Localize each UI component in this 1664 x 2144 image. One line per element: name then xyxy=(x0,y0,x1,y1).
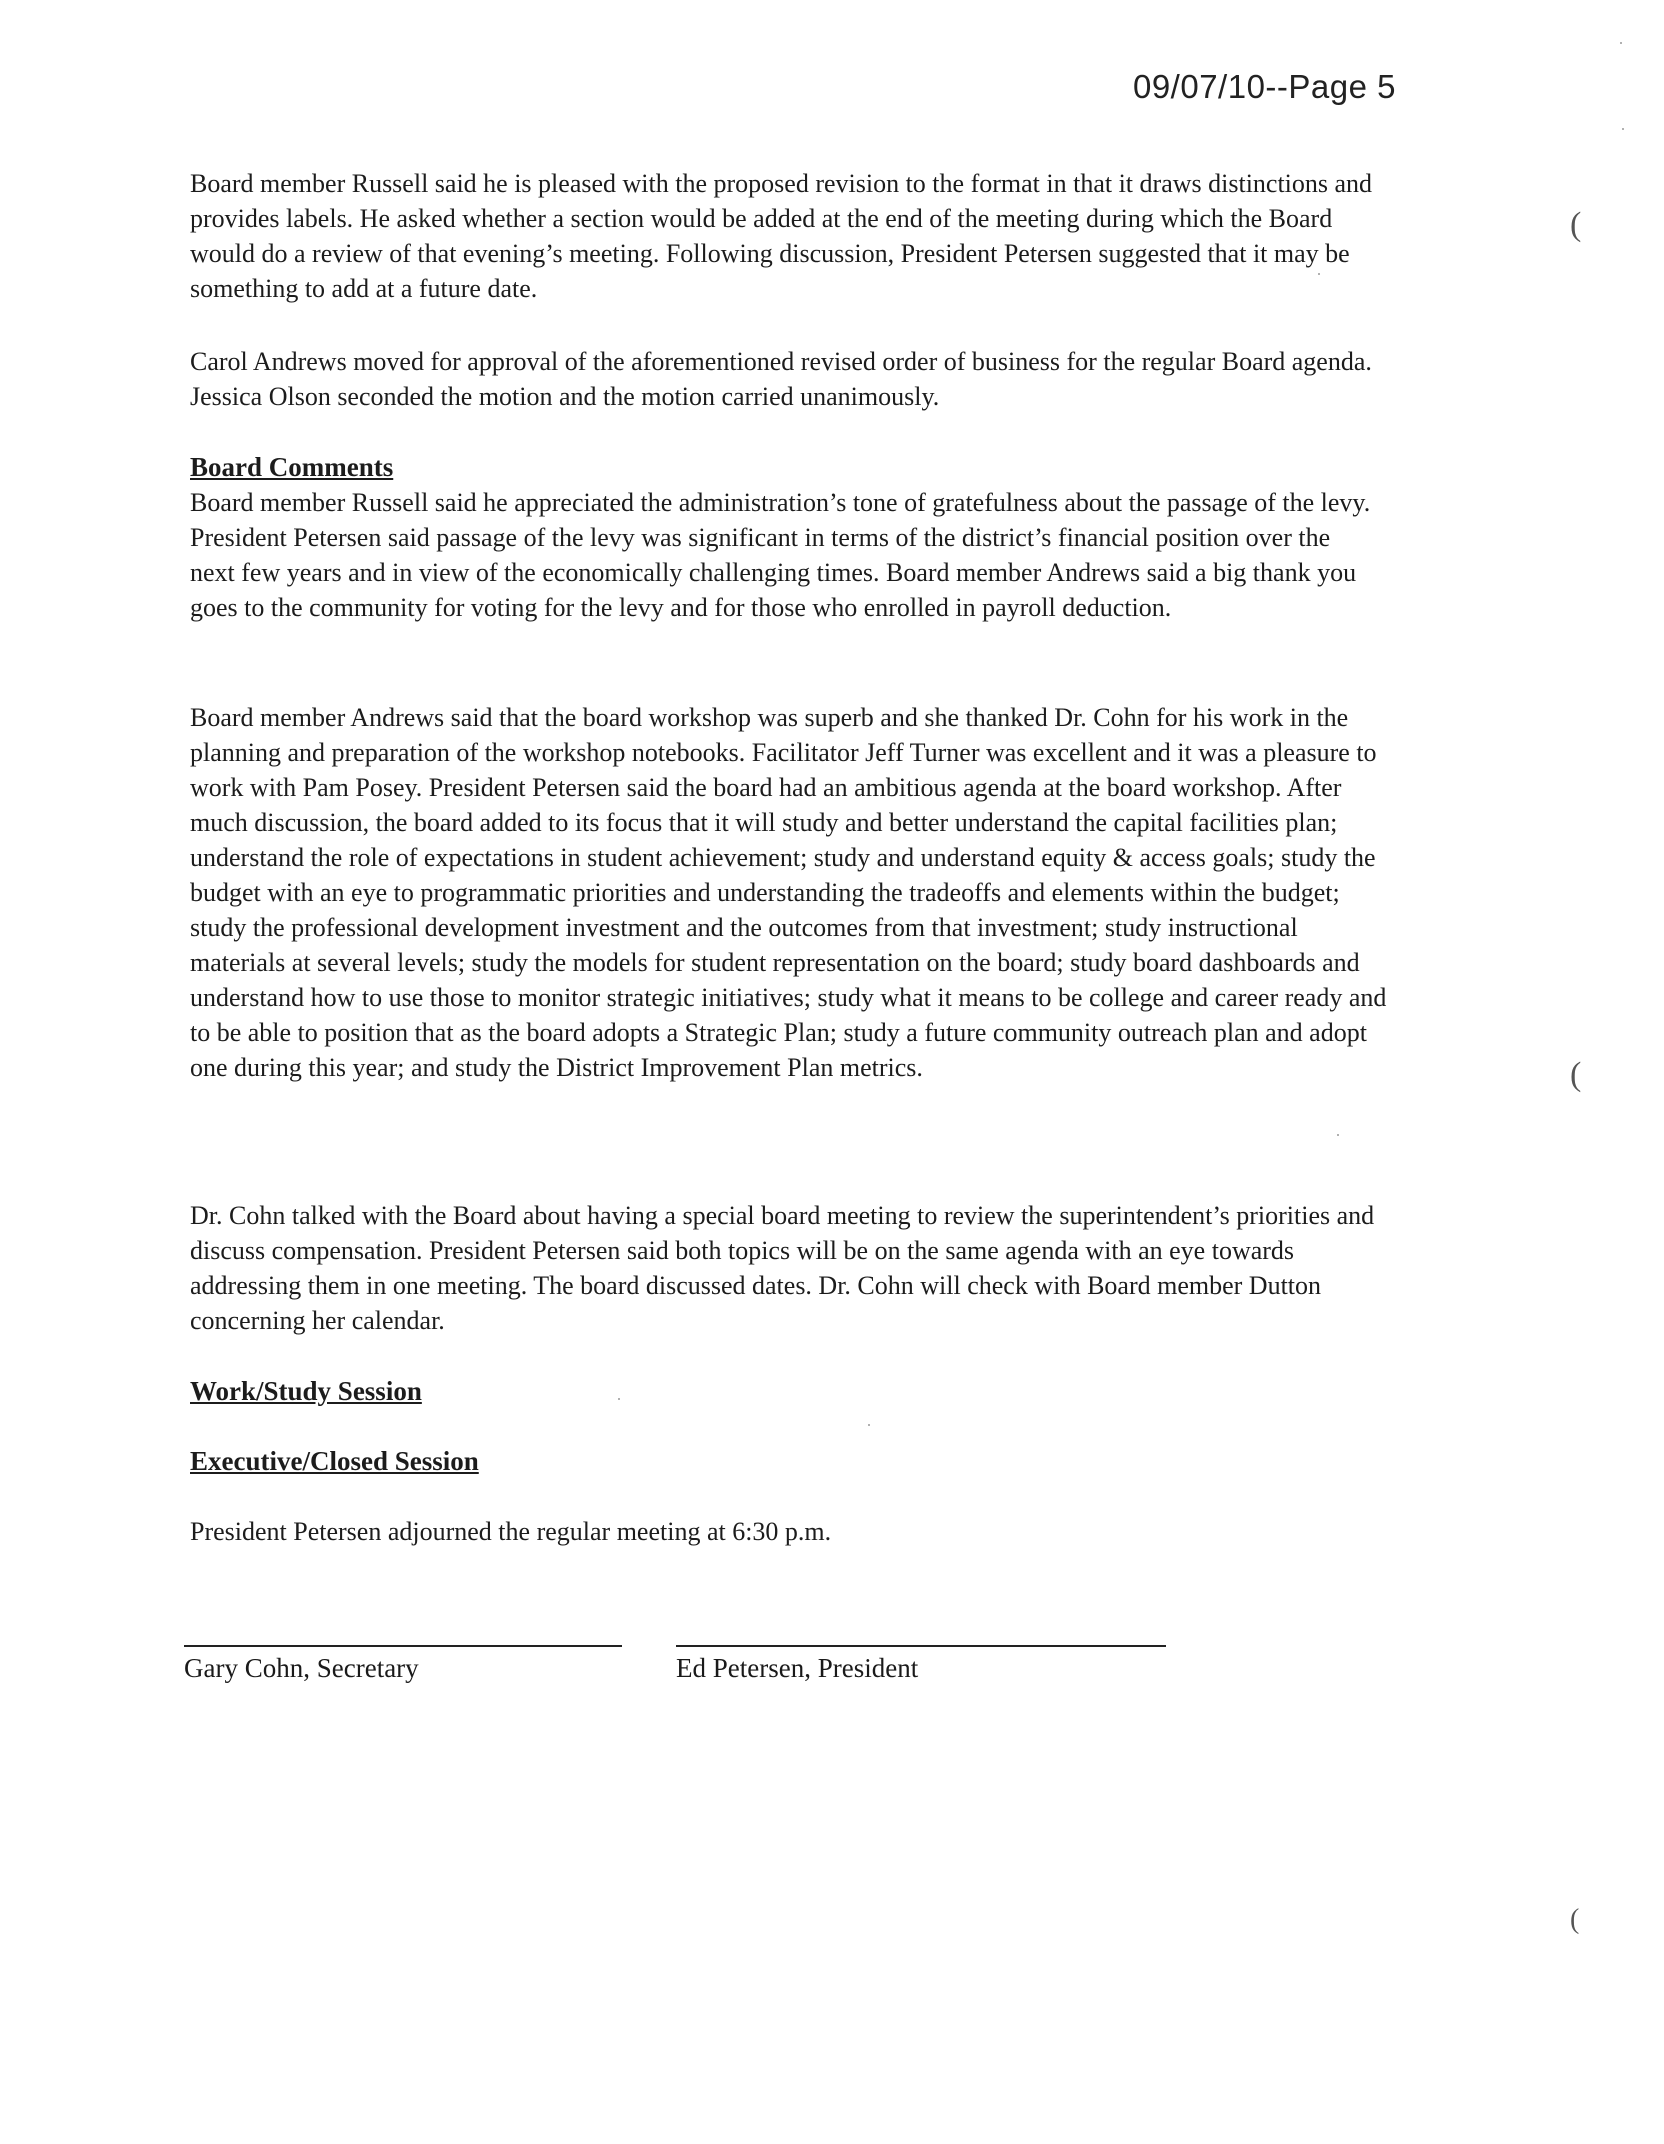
margin-mark: ( xyxy=(1570,206,1582,243)
paragraph-text: Dr. Cohn talked with the Board about having a special board meeting to review the superintendent’s priorities and discuss compensation. President Petersen said both topics will be on the same agenda with an eye towards addressing them in one meeting. The board discussed dates. Dr. Cohn will check with Board member Dutton concerning her calendar. xyxy=(190,1201,1375,1335)
paragraph-text: Board member Andrews said that the board workshop was superb and she thanked Dr. Cohn for his work in the planning and preparation of the workshop notebooks. Facilitator Jeff Turner was excellent and it was a pleasure to work with Pam Posey. President Petersen said the board had an ambitious agenda at the board workshop. After much discussion, the board added to its focus that it will study and better understand the capital facilities plan; understand the role of expectations in student achievement; study and understand equity & access goals; study the budget with an eye to programmatic priorities and understanding the tradeoffs and elements within the budget; study the professional development investment and the outcomes from that investment; study instructional materials at several levels; study the models for student representation on the board; study board dashboards and understand how to use those to monitor strategic initiatives; study what it means to be college and career ready and to be able to position that as the board adopts a Strategic Plan; study a future community outreach plan and adopt one during this year; and study the District Improvement Plan metrics. xyxy=(190,703,1387,1082)
paragraph-motion xyxy=(190,344,1390,414)
scan-speck xyxy=(618,1398,620,1400)
paragraph-text: President Petersen adjourned the regular meeting at 6:30 p.m. xyxy=(190,1517,832,1546)
section-heading: Executive/Closed Session xyxy=(190,1446,479,1476)
paragraph-text: Carol Andrews moved for approval of the aforementioned revised order of business for the regular Board agenda. Jessica Olson seconded the motion and the motion carried unanimously. xyxy=(190,347,1372,411)
signature-president xyxy=(676,1645,1166,1684)
paragraph-workshop xyxy=(190,700,1390,1085)
paragraph-special-meeting xyxy=(190,1198,1385,1338)
page-number-header: 09/07/10--Page 5 xyxy=(1132,68,1396,105)
paragraph-levy xyxy=(190,485,1380,625)
signature-line xyxy=(676,1645,1166,1647)
scan-speck xyxy=(1318,273,1320,275)
section-heading: Board Comments xyxy=(190,452,394,482)
paragraph-format-revision xyxy=(190,166,1380,306)
paragraph-text: Board member Russell said he is pleased with the proposed revision to the format in that it draws distinctions and provides labels. He asked whether a section would be added at the end of the meeting during which the Board would do a review of that evening’s meeting. Following discussion, President Petersen suggested that it may be something to add at a future date. xyxy=(190,169,1373,303)
section-board-comments xyxy=(190,450,1390,485)
paragraph-adjourn xyxy=(190,1514,1390,1549)
signature-line xyxy=(184,1645,622,1647)
scan-speck xyxy=(868,1424,870,1426)
scan-speck xyxy=(1622,128,1624,130)
section-executive xyxy=(190,1444,1390,1479)
signature-name: Ed Petersen, President xyxy=(676,1653,919,1683)
signature-secretary xyxy=(184,1645,622,1684)
signature-name: Gary Cohn, Secretary xyxy=(184,1653,419,1683)
paragraph-text: Board member Russell said he appreciated the administration’s tone of gratefulness about the passage of the levy. President Petersen said passage of the levy was significant in terms of the district’s financial position over the next few years and in view of the economically challenging times. Board member Andrews said a big thank you goes to the community for voting for the levy and for those who enrolled in payroll deduction. xyxy=(190,488,1371,622)
scan-speck xyxy=(1337,1134,1339,1136)
section-work-study xyxy=(190,1374,1390,1409)
margin-mark: ( xyxy=(1570,1056,1582,1093)
section-heading: Work/Study Session xyxy=(190,1376,422,1406)
margin-mark: ( xyxy=(1570,1904,1580,1935)
scan-speck xyxy=(1620,42,1622,44)
